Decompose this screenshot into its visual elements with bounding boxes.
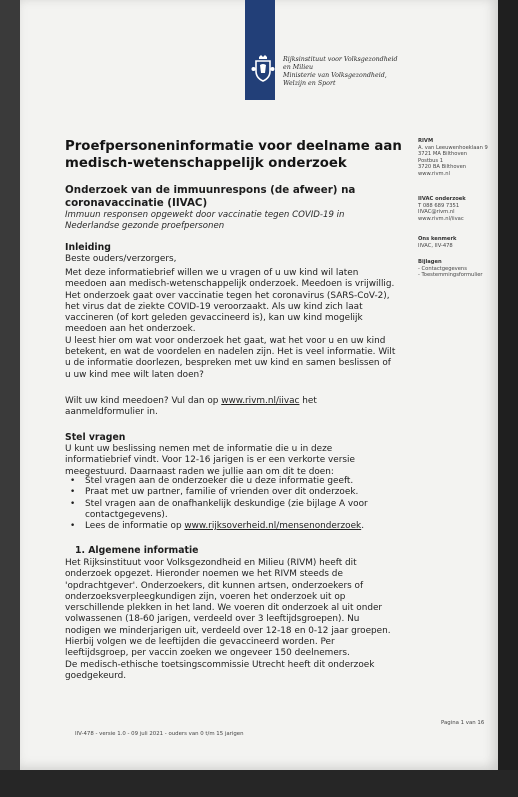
intro-paragraph-1 [65, 268, 395, 381]
background-left [0, 0, 20, 797]
text-line: u uw kind mee wilt laten doen? [65, 369, 204, 380]
signup-text: Wilt uw kind meedoen? Vul dan op [65, 396, 222, 406]
text-line: nodigen we minderjarigen uit, verdeeld over 12-18 en 0-12 jaar groepen. [65, 625, 391, 636]
document-title [65, 138, 405, 172]
section-1-heading: 1. Algemene informatie [75, 545, 199, 556]
sidebar-line: A. van Leeuwenhoeklaan 9 [418, 144, 488, 151]
list-item-text: Stel vragen aan de onderzoeker die u deze informatie geeft. [85, 476, 354, 486]
text-line: onderzoeksverpleegkundigen zijn, voeren het onderzoek uit op [65, 591, 346, 602]
list-item [65, 499, 368, 510]
list-item-continuation: contactgegevens). [85, 509, 168, 520]
text-line: U kunt uw beslissing nemen met de informatie die u in deze [65, 444, 333, 454]
study-subtitle-italic [65, 210, 385, 232]
sidebar-address [418, 138, 488, 178]
title-line: Proefpersoneninformatie voor deelname aan [65, 139, 402, 154]
organisation-name [283, 56, 463, 88]
org-line: en Milieu [283, 64, 314, 71]
list-item [65, 476, 368, 487]
sidebar-line: IIVAC, IIV-478 [418, 242, 453, 249]
list-item-text: Stel vragen aan de onafhankelijk deskundige (zie bijlage A voor [85, 498, 368, 509]
list-item-text: Praat met uw partner, familie of vrienden over dit onderzoek. [85, 487, 359, 498]
sidebar-line: www.rivm.nl [418, 170, 450, 177]
text-line: Het onderzoek gaat over vaccinatie tegen het coronavirus (SARS-CoV-2), [65, 290, 390, 301]
text-line: verschillende plekken in het land. We voeren dit onderzoek al uit onder [65, 603, 383, 614]
list-item-text: Lees de informatie op [85, 521, 185, 532]
text-line: leeftijdsgroep, per vaccin zoeken we ongeveer 150 deelnemers. [65, 648, 350, 659]
text-line: aanmeldformulier in. [65, 407, 158, 418]
sidebar-line: T 088 689 7351 [418, 202, 460, 209]
background-bottom [0, 770, 518, 797]
section-1-paragraph [65, 558, 391, 682]
sidebar-line: 3720 BA Bilthoven [418, 164, 467, 171]
text-line: 'opdrachtgever'. Onderzoekers, dit kunnen artsen, onderzoekers of [65, 580, 364, 591]
sidebar-line: www.rivm.nl/iivac [418, 215, 464, 222]
bullet-icon: • [70, 476, 76, 486]
background-right [498, 0, 518, 797]
text-line: Met deze informatiebrief willen we u vragen of u uw kind wil laten [65, 268, 359, 278]
coat-of-arms-icon [251, 55, 275, 83]
study-title [65, 184, 375, 210]
org-line: Rijksinstituut voor Volksgezondheid [283, 56, 398, 63]
sidebar-line: Postbus 1 [418, 157, 444, 164]
bullet-icon: • [70, 498, 76, 509]
questions-paragraph [65, 444, 355, 478]
list-item [65, 487, 368, 498]
text-line: het virus dat de ziekte COVID-19 veroorzaakt. Als uw kind zich laat [65, 301, 363, 312]
sidebar-line: - Toestemmingsformulier [418, 272, 483, 279]
rijksoverheid-link[interactable]: www.rijksoverheid.nl/mensenonderzoek [184, 521, 362, 532]
sidebar-attachments [418, 259, 483, 279]
bullet-icon: • [70, 521, 76, 532]
sidebar-label: RIVM [418, 138, 434, 144]
sidebar-reference [418, 236, 456, 249]
logo-ribbon [245, 0, 275, 100]
page-number: Pagina 1 van 16 [441, 720, 485, 726]
signup-paragraph [65, 396, 317, 419]
text-line: Hierbij volgen we de leeftijden die gevaccineerd worden. Per [65, 637, 335, 648]
text-line: meegestuurd. Daarnaast raden we jullie aan om dit te doen: [65, 466, 334, 477]
text-line: u de informatie doorlezen, bespreken met uw kind en samen beslissen of [65, 358, 391, 369]
text-line: meedoen aan medisch-wetenschappelijk onderzoek. Meedoen is vrijwillig. [65, 279, 395, 290]
text-line: De medisch-ethische toetsingscommissie Utrecht heeft dit onderzoek [65, 659, 375, 670]
sidebar-line: IIVAC@rivm.nl [418, 209, 455, 216]
sidebar-iivac-contact [418, 196, 466, 222]
list-item-text-suffix: . [361, 521, 365, 532]
intro-heading: Inleiding [65, 242, 111, 253]
text-line: volwassenen (18-60 jarigen, verdeeld over 3 leeftijdsgroepen). Nu [65, 614, 360, 625]
iivac-link[interactable]: www.rivm.nl/iivac [221, 396, 300, 406]
text-line: U leest hier om wat voor onderzoek het gaat, wat het voor u en uw kind [65, 335, 386, 346]
document-footer: IIV-478 - versie 1.0 - 09 juli 2021 - ouders van 0 t/m 15 jarigen [75, 731, 244, 737]
title-line: medisch-wetenschappelijk onderzoek [65, 156, 347, 171]
org-line: Welzijn en Sport [283, 80, 336, 87]
sidebar-line: 3721 MA Bilthoven [418, 151, 468, 158]
text-line: betekent, en wat de voordelen en nadelen zijn. Het is veel informatie. Wilt [65, 347, 396, 358]
signup-text-suffix: het [299, 396, 317, 406]
sidebar-label: IIVAC onderzoek [418, 196, 466, 202]
sidebar-label: Bijlagen [418, 259, 442, 265]
greeting: Beste ouders/verzorgers, [65, 254, 177, 264]
subtitle-line: Onderzoek van de immuunrespons (de afweer) na [65, 184, 356, 196]
subtitle-line: coronavaccinatie (IIVAC) [65, 197, 208, 209]
text-line: Het Rijksinstituut voor Volksgezondheid en Milieu (RIVM) heeft dit [65, 558, 357, 568]
text-line: vaccineren (of kort geleden gevaccineerd is), kan uw kind mogelijk [65, 313, 363, 324]
italic-line: Nederlandse gezonde proefpersonen [65, 221, 225, 231]
text-line [65, 396, 317, 407]
sidebar-label: Ons kenmerk [418, 236, 457, 242]
advice-list [65, 476, 368, 532]
bullet-icon: • [70, 487, 76, 498]
text-line: informatiebrief vindt. Voor 12-16 jarigen is er een verkorte versie [65, 455, 355, 466]
org-line: Ministerie van Volksgezondheid, [283, 72, 387, 79]
italic-line: Immuun responsen opgewekt door vaccinatie tegen COVID-19 in [65, 210, 345, 220]
sidebar-line: - Contactgegevens [418, 265, 467, 272]
questions-heading: Stel vragen [65, 432, 126, 443]
text-line: meedoen aan het onderzoek. [65, 324, 196, 335]
text-line: onderzoek opgezet. Hieronder noemen we het RIVM steeds de [65, 569, 343, 580]
list-item [65, 521, 368, 532]
text-line: goedgekeurd. [65, 670, 127, 681]
